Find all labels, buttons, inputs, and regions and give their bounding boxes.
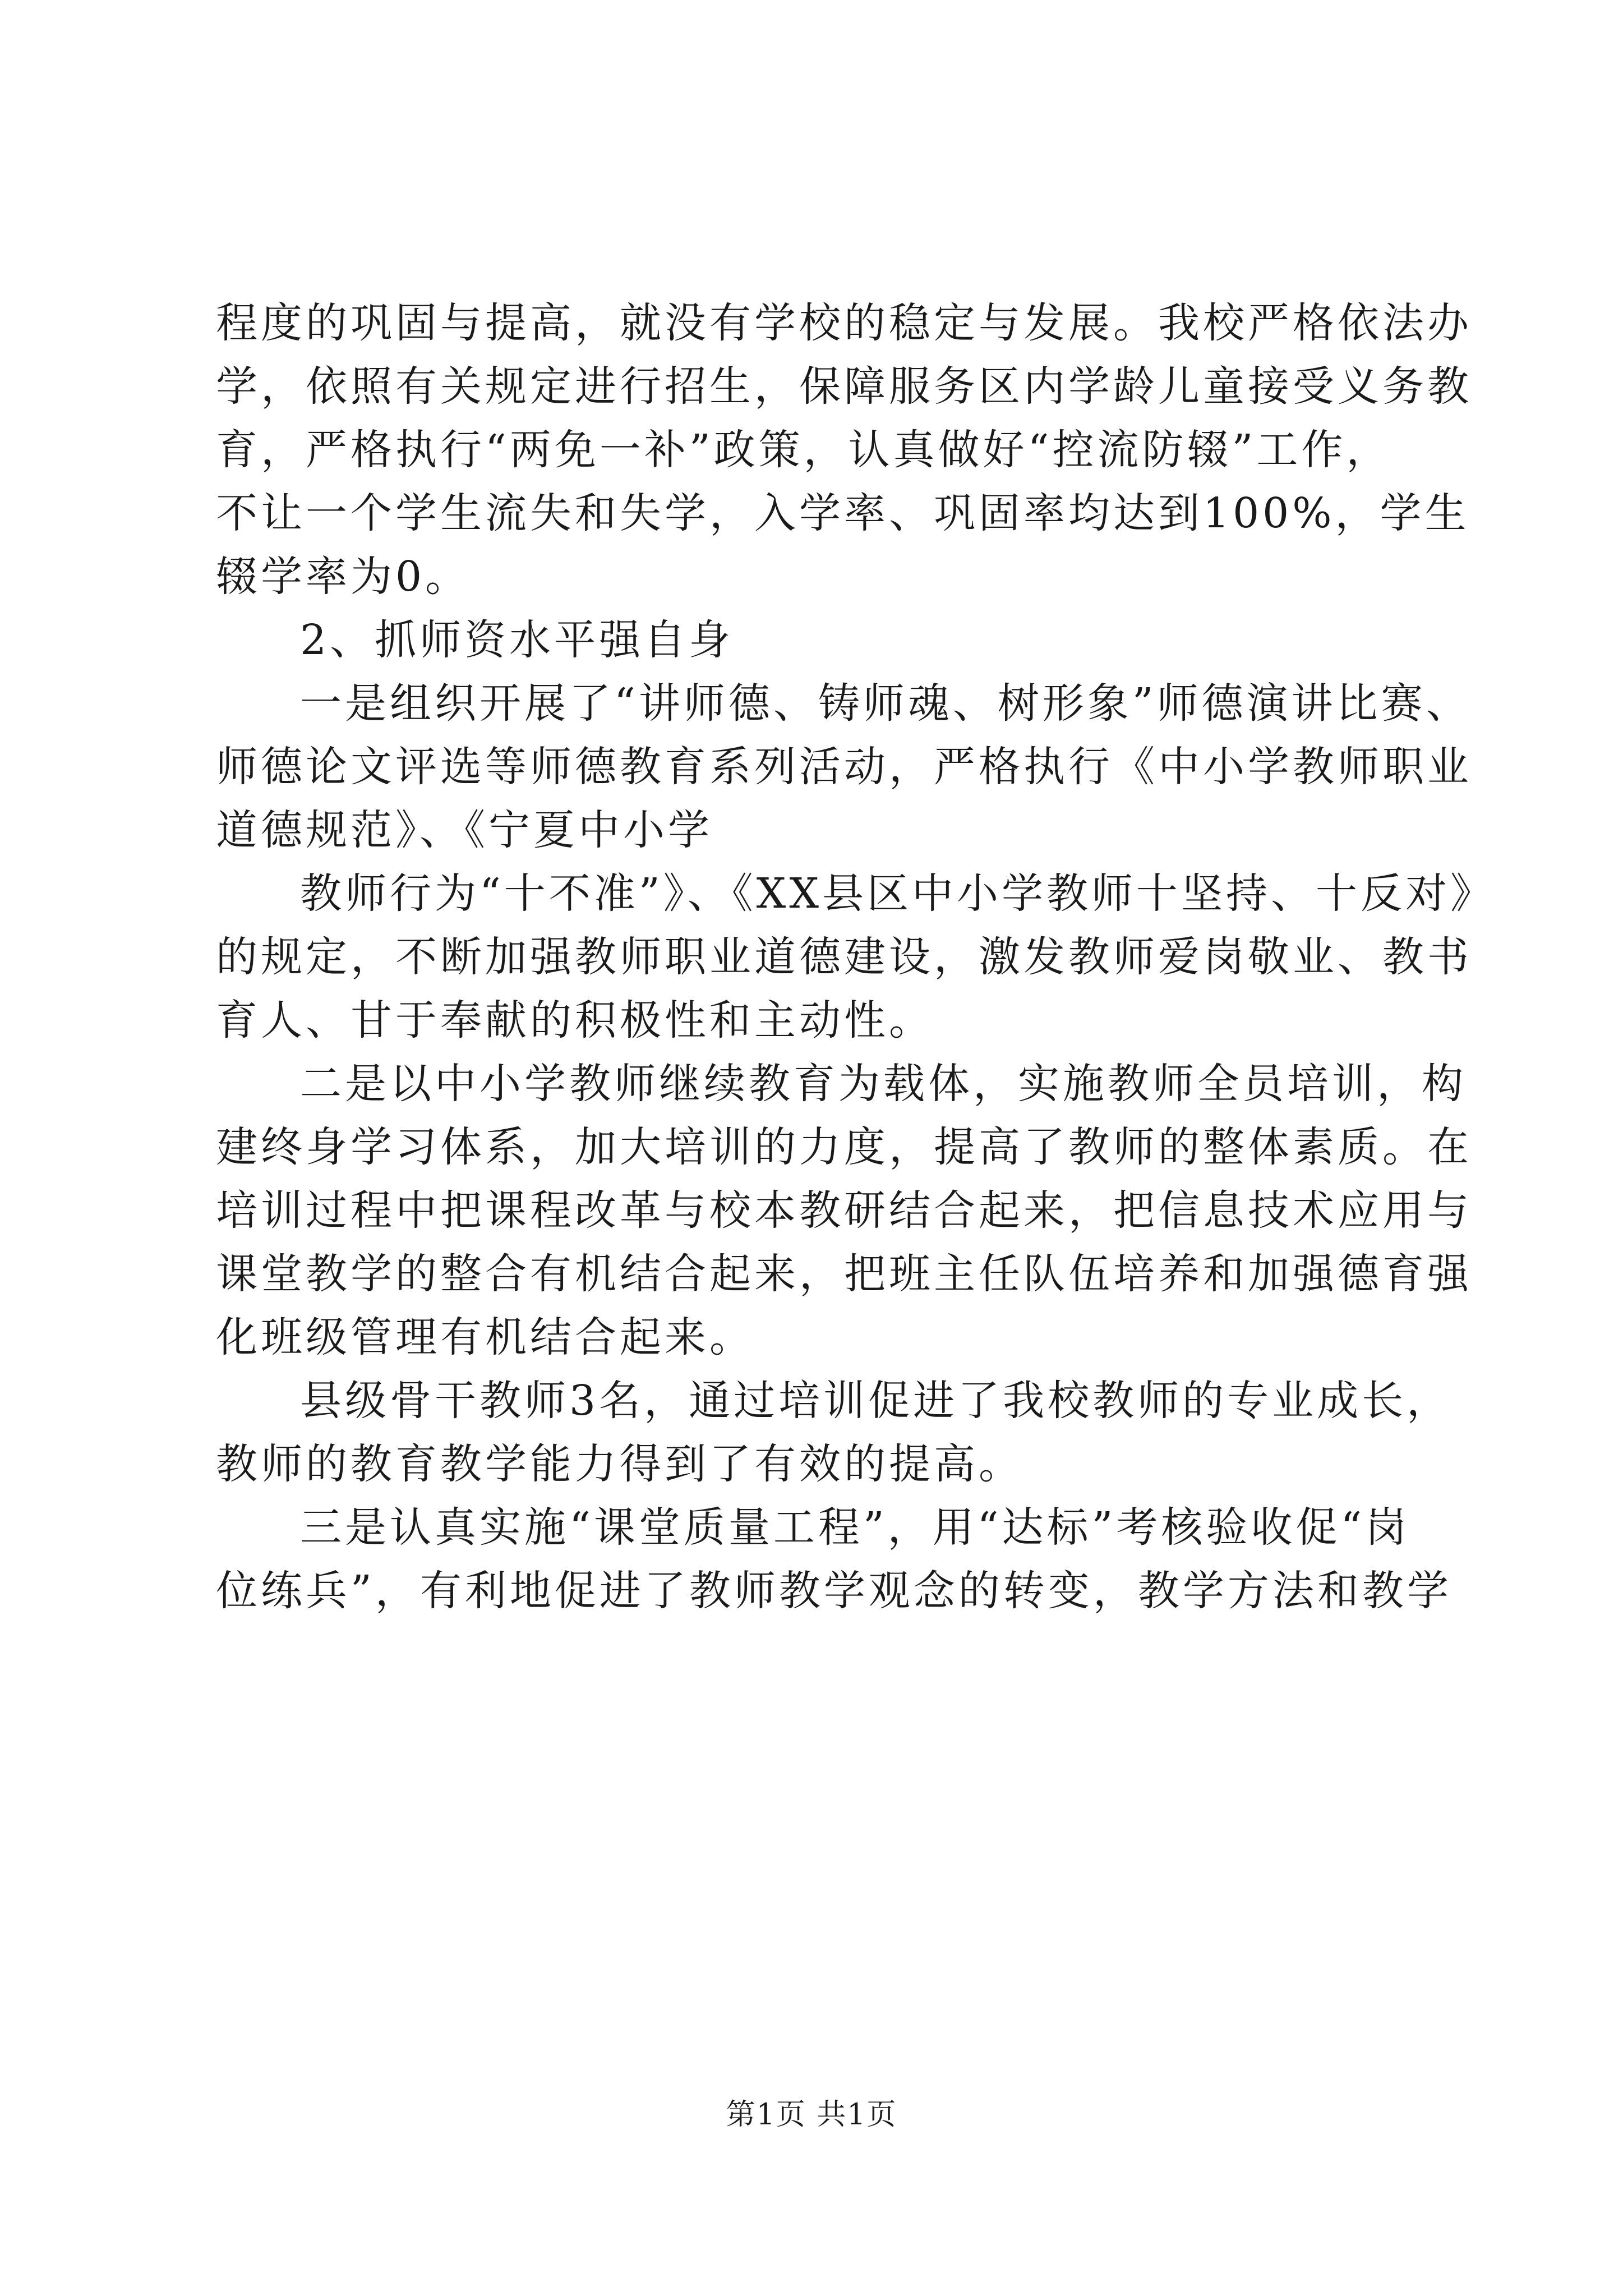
text-line: 培训过程中把课程改革与校本教研结合起来，把信息技术应用与 (216, 1186, 1472, 1235)
text-line: 教师行为“十不准”》、《XX县区中小学教师十坚持、十反对》 (300, 869, 1496, 918)
text-line: 课堂教学的整合有机结合起来，把班主任队伍培养和加强德育强 (216, 1250, 1472, 1298)
text-line: 道德规范》、《宁夏中小学 (216, 806, 713, 854)
text-line: 2、抓师资水平强自身 (300, 616, 734, 664)
text-line: 二是以中小学教师继续教育为载体，实施教师全员培训，构 (300, 1060, 1467, 1108)
document-body (216, 292, 1496, 1623)
text-line: 化班级管理有机结合起来。 (216, 1313, 754, 1361)
text-line: 学，依照有关规定进行招生，保障服务区内学龄儿童接受义务教 (216, 362, 1472, 411)
text-line: 不让一个学生流失和失学，入学率、巩固率均达到100%，学生 (216, 489, 1470, 537)
text-line: 的规定，不断加强教师职业道德建设，激发教师爱岗敬业、教书 (216, 933, 1472, 981)
text-line: 建终身学习体系，加大培训的力度，提高了教师的整体素质。在 (216, 1123, 1472, 1171)
text-line: 辍学率为0。 (216, 553, 471, 601)
text-line: 三是认真实施“课堂质量工程”，用“达标”考核验收促“岗 (300, 1503, 1410, 1552)
page-footer: 第1页 共1页 (726, 2098, 897, 2132)
text-line: 育人、甘于奉献的积极性和主动性。 (216, 996, 934, 1045)
text-line: 一是组织开展了“讲师德、铸师魂、树形象”师德演讲比赛、 (300, 679, 1471, 728)
text-line: 县级骨干教师3名，通过培训促进了我校教师的专业成长， (300, 1377, 1452, 1425)
text-line: 程度的巩固与提高，就没有学校的稳定与发展。我校严格依法办 (216, 299, 1472, 347)
text-line: 育，严格执行“两免一补”政策，认真做好“控流防辍”工作， (216, 426, 1391, 474)
text-line: 位练兵”，有利地促进了教师教学观念的转变，教学方法和教学 (216, 1567, 1452, 1615)
text-line: 教师的教育教学能力得到了有效的提高。 (216, 1440, 1023, 1488)
text-line: 师德论文评选等师德教育系列活动，严格执行《中小学教师职业 (216, 743, 1472, 791)
